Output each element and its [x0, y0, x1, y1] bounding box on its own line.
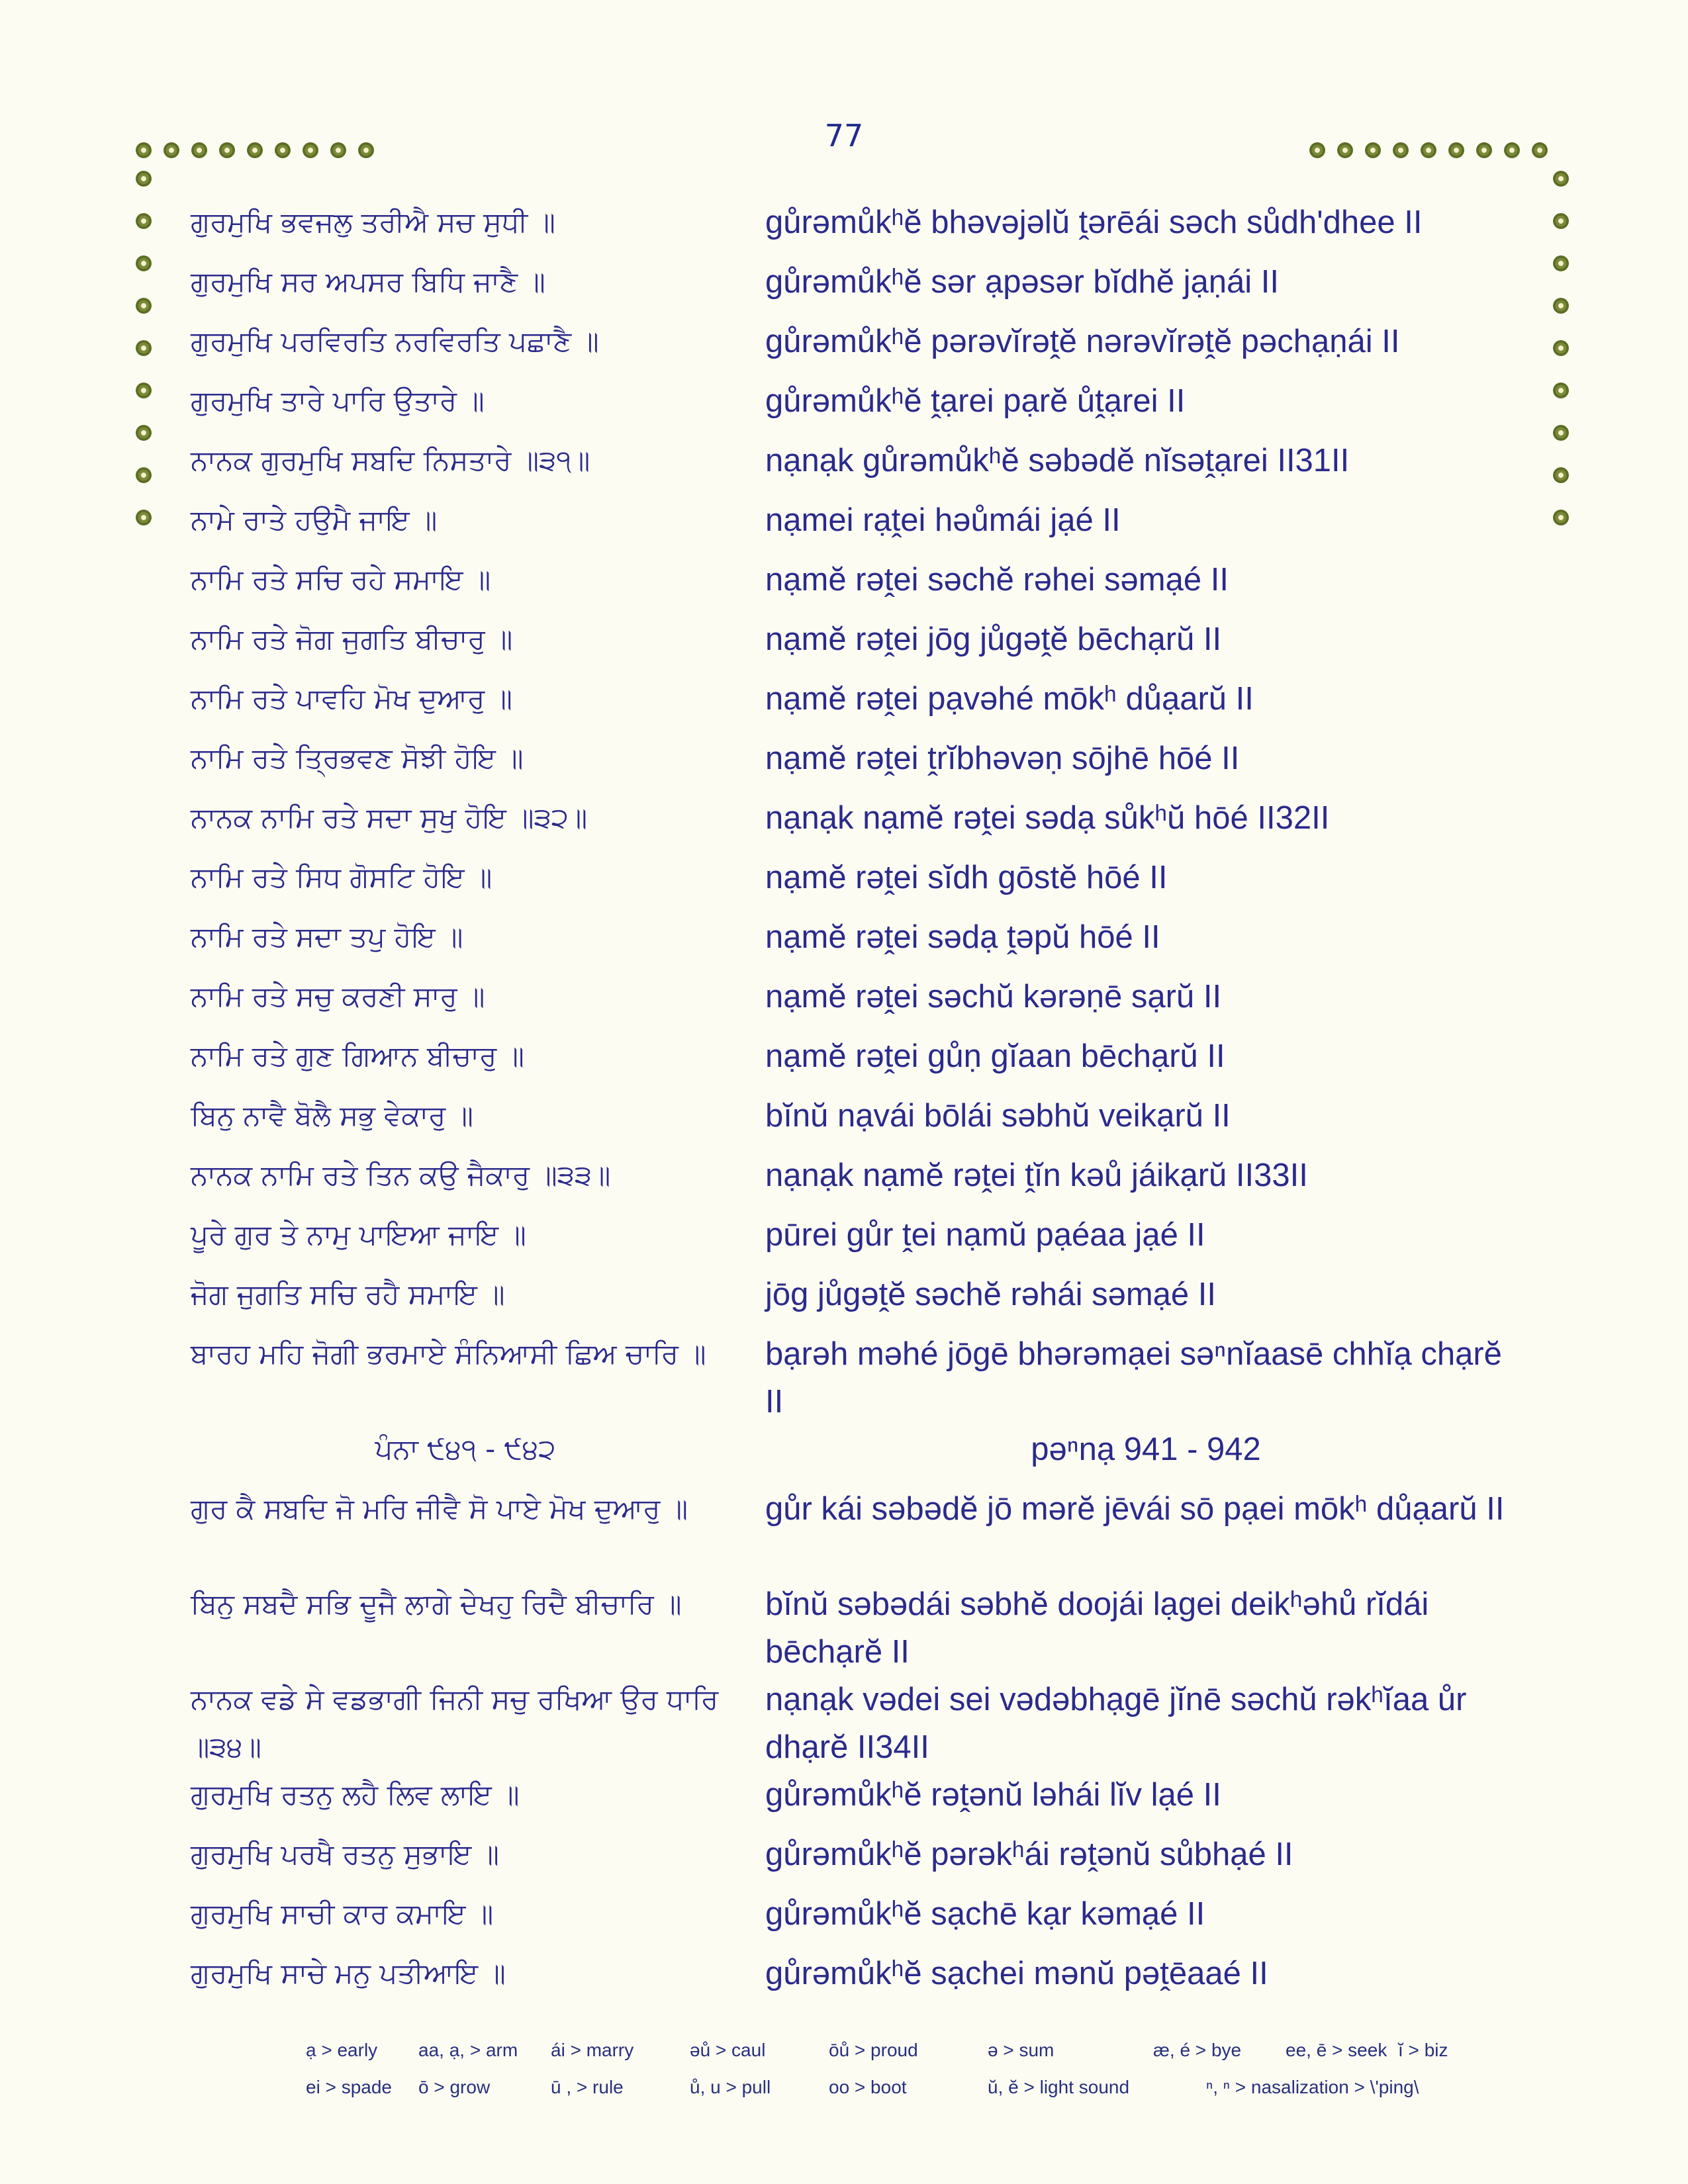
flower-ornament-icon [136, 467, 152, 483]
page-number: 77 [824, 118, 864, 154]
transliteration-line: jōg jůgəṱĕ səchĕ rəhái səmạé II [765, 1277, 1216, 1312]
transliteration-line: pūrei gůr ṱei nạmŭ pạéaa jạé II [765, 1217, 1205, 1253]
flower-ornament-icon [1553, 171, 1569, 187]
legend-item: æ, é > bye [1153, 2040, 1242, 2060]
gurmukhi-line: ਨਾਨਕ ਵਡੇ ਸੇ ਵਡਭਾਗੀ ਜਿਨੀ ਸਚੁ ਰਖਿਆ ਉਰ ਧਾਰਿ ॥੩੪॥ [191, 1683, 719, 1763]
transliteration-line: nạmei rạṱei həůmái jạé II [765, 502, 1121, 538]
flower-ornament-icon [275, 142, 291, 158]
flower-ornament-icon [1553, 213, 1569, 229]
gurmukhi-line: ਨਾਮਿ ਰਤੇ ਜੋਗ ਜੁਗਤਿ ਬੀਚਾਰੁ ॥ [191, 623, 513, 655]
gurmukhi-line: ਗੁਰਮੁਖਿ ਰਤਨੁ ਲਹੈ ਲਿਵ ਲਾਇ ॥ [191, 1778, 520, 1811]
flower-ornament-icon [1553, 340, 1569, 356]
legend-item: ee, ē > seek [1286, 2040, 1387, 2060]
flower-ornament-icon [303, 142, 318, 158]
flower-ornament-icon [136, 171, 152, 187]
gurmukhi-line: ਨਾਮਿ ਰਤੇ ਸਚਿ ਰਹੇ ਸਮਾਇ ॥ [191, 563, 491, 596]
page-range-gurmukhi: ਪੰਨਾ ੯੪੧ - ੯੪੨ [375, 1433, 556, 1465]
flower-ornament-icon [1309, 142, 1325, 158]
flower-ornament-icon [247, 142, 263, 158]
transliteration-line: nạmĕ rəṱei sədạ ṱəpŭ hōé II [765, 919, 1160, 955]
legend-item: ⁿ, ⁿ > nasalization > \'ping\ [1206, 2077, 1419, 2097]
transliteration-line: nạnạk nạmĕ rəṱei sədạ sůkʰŭ hōé II32II [765, 800, 1330, 836]
gurmukhi-line: ਨਾਮਿ ਰਤੇ ਪਾਵਹਿ ਮੋਖ ਦੁਆਰੁ ॥ [191, 682, 512, 715]
flower-ornament-icon [1504, 142, 1520, 158]
flower-ornament-icon [1337, 142, 1353, 158]
transliteration-line: gůrəmůkʰĕ bhəvəjəlŭ ṱərēái səch sůdh'dhee II [765, 205, 1423, 240]
transliteration-line: gůrəmůkʰĕ pərəkʰái rəṱənŭ sůbhạé II [765, 1837, 1293, 1872]
transliteration-line: gůrəmůkʰĕ pərəvĭrəṱĕ nərəvĭrəṱĕ pəchạṇái II [765, 324, 1400, 359]
gurmukhi-line: ਗੁਰਮੁਖਿ ਭਵਜਲੁ ਤਰੀਐ ਸਚ ਸੁਧੀ ॥ [191, 206, 555, 238]
gurmukhi-line: ਗੁਰਮੁਖਿ ਸਾਚੇ ਮਨੁ ਪਤੀਆਇ ॥ [191, 1957, 506, 1989]
gurmukhi-line: ਗੁਰਮੁਖਿ ਸਰ ਅਪਸਰ ਬਿਧਿ ਜਾਣੈ ॥ [191, 265, 545, 298]
flower-ornament-icon [1553, 298, 1569, 314]
transliteration-line: nạmĕ rəṱei jōg jůgəṱĕ bēchạrŭ II [765, 621, 1222, 657]
flower-ornament-icon [136, 142, 152, 158]
transliteration-line: nạnạk vədei sei vədəbhạgē jĭnē səchŭ rəkʰĭaa ůr dhạrĕ II34II [765, 1682, 1467, 1765]
flower-ornament-icon [136, 298, 152, 314]
flower-ornament-icon [1365, 142, 1381, 158]
transliteration-line: nạmĕ rəṱei səchŭ kərəṇē sạrŭ II [765, 979, 1222, 1015]
flower-ornament-icon [136, 213, 152, 229]
transliteration-line: gůrəmůkʰĕ sər ạpəsər bĭdhĕ jạṇái II [765, 264, 1280, 300]
flower-ornament-icon [1553, 383, 1569, 398]
flower-ornament-icon [1448, 142, 1464, 158]
gurmukhi-line: ਗੁਰਮੁਖਿ ਤਾਰੇ ਪਾਰਿ ਉਤਾਰੇ ॥ [191, 385, 485, 417]
legend-item: ĭ > biz [1398, 2040, 1448, 2060]
flower-ornament-icon [164, 142, 179, 158]
gurmukhi-line: ਬਿਨੁ ਸਬਦੈ ਸਭਿ ਦੂਜੈ ਲਾਗੇ ਦੇਖਹੁ ਰਿਦੈ ਬੀਚਾਰਿ ॥ [191, 1588, 682, 1620]
transliteration-line: nạmĕ rəṱei sĭdh gōstĕ hōé II [765, 860, 1168, 895]
legend-item: oo > boot [829, 2077, 907, 2097]
flower-ornament-icon [1553, 255, 1569, 271]
flower-ornament-icon [1553, 510, 1569, 525]
legend-item: ái > marry [551, 2040, 634, 2060]
legend-item: ō > grow [418, 2077, 491, 2097]
transliteration-line: gůrəmůkʰĕ sạchē kạr kəmạé II [765, 1896, 1205, 1932]
transliteration-line: nạnạk gůrəmůkʰĕ səbədĕ nĭsəṱạrei II31II [765, 443, 1350, 478]
flower-ornament-icon [1553, 425, 1569, 441]
flower-ornament-icon [1421, 142, 1436, 158]
flower-ornament-icon [219, 142, 235, 158]
gurmukhi-line: ਨਾਮਿ ਰਤੇ ਗੁਣ ਗਿਆਨ ਬੀਚਾਰੁ ॥ [191, 1040, 524, 1072]
legend-item: ū , > rule [551, 2077, 624, 2097]
gurmukhi-line: ਗੁਰ ਕੈ ਸਬਦਿ ਜੋ ਮਰਿ ਜੀਵੈ ਸੋ ਪਾਏ ਮੋਖ ਦੁਆਰੁ ॥ [191, 1492, 688, 1525]
gurmukhi-line: ਨਾਨਕ ਗੁਰਮੁਖਿ ਸਬਦਿ ਨਿਸਤਾਰੇ ॥੩੧॥ [191, 444, 590, 477]
flower-ornament-icon [1476, 142, 1492, 158]
transliteration-line: gůrəmůkʰĕ ṱạrei pạrĕ ůṱạrei II [765, 383, 1186, 419]
legend-item: əů > caul [690, 2040, 766, 2060]
flower-ornament-icon [358, 142, 374, 158]
gurmukhi-line: ਗੁਰਮੁਖਿ ਪਰਵਿਰਤਿ ਨਰਵਿਰਤਿ ਪਛਾਣੈ ॥ [191, 325, 599, 357]
gurmukhi-line: ਨਾਮਿ ਰਤੇ ਸਦਾ ਤਪੁ ਹੋਇ ॥ [191, 921, 463, 953]
transliteration-line: bạrəh məhé jōgē bhərəmạei səⁿnĭaasē chhĭạ chạrĕ II [765, 1336, 1502, 1420]
legend-item: ə > sum [988, 2040, 1055, 2060]
transliteration-line: nạnạk nạmĕ rəṱei ṱĭn kəů jáikạrŭ II33II [765, 1158, 1308, 1193]
transliteration-line: gůrəmůkʰĕ rəṱənŭ ləhái lĭv lạé II [765, 1777, 1221, 1813]
transliteration-line: nạmĕ rəṱei gůṇ gĭaan bēchạrŭ II [765, 1038, 1225, 1074]
legend-item: ōů > proud [829, 2040, 918, 2060]
transliteration-line: gůr kái səbədĕ jō mərĕ jēvái sō pạei mōkʰ důạarŭ II [765, 1491, 1505, 1527]
gurmukhi-line: ਨਾਨਕ ਨਾਮਿ ਰਤੇ ਸਦਾ ਸੁਖੁ ਹੋਇ ॥੩੨॥ [191, 801, 588, 834]
gurmukhi-line: ਗੁਰਮੁਖਿ ਸਾਚੀ ਕਾਰ ਕਮਾਇ ॥ [191, 1897, 494, 1930]
gurmukhi-line: ਨਾਨਕ ਨਾਮਿ ਰਤੇ ਤਿਨ ਕਉ ਜੈਕਾਰੁ ॥੩੩॥ [191, 1159, 611, 1191]
gurmukhi-line: ਬਾਰਹ ਮਹਿ ਜੋਗੀ ਭਰਮਾਏ ਸੰਨਿਆਸੀ ਛਿਅ ਚਾਰਿ ॥ [191, 1338, 706, 1370]
page-range-transliteration: pəⁿnạ 941 - 942 [1031, 1432, 1261, 1467]
transliteration-line: nạmĕ rəṱei səchĕ rəhei səmạé II [765, 562, 1229, 598]
flower-ornament-icon [330, 142, 346, 158]
gurmukhi-line: ਨਾਮਿ ਰਤੇ ਸਚੁ ਕਰਣੀ ਸਾਰੁ ॥ [191, 980, 485, 1013]
legend-item: ů, u > pull [690, 2077, 771, 2097]
gurmukhi-line: ਜੋਗ ਜੁਗਤਿ ਸਚਿ ਰਹੈ ਸਮਾਇ ॥ [191, 1278, 505, 1310]
transliteration-line: nạmĕ rəṱei pạvəhé mōkʰ důạarŭ II [765, 681, 1254, 717]
legend-item: ŭ, ĕ > light sound [988, 2077, 1130, 2097]
flower-ornament-icon [136, 383, 152, 398]
flower-ornament-icon [136, 340, 152, 356]
flower-ornament-icon [1393, 142, 1409, 158]
flower-ornament-icon [191, 142, 207, 158]
transliteration-line: bĭnŭ nạvái bōlái səbhŭ veikạrŭ II [765, 1098, 1231, 1134]
flower-ornament-icon [136, 510, 152, 525]
gurmukhi-line: ਨਾਮੇ ਰਾਤੇ ਹਉਮੈ ਜਾਇ ॥ [191, 504, 438, 536]
flower-ornament-icon [1553, 467, 1569, 483]
gurmukhi-line: ਪੂਰੇ ਗੁਰ ਤੇ ਨਾਮੁ ਪਾਇਆ ਜਾਇ ॥ [191, 1218, 526, 1251]
gurmukhi-line: ਨਾਮਿ ਰਤੇ ਤ੍ਰਿਭਵਣ ਸੋਝੀ ਹੋਇ ॥ [191, 742, 524, 774]
legend-item: ei > spade [306, 2077, 392, 2097]
legend-item: ạ > early [306, 2040, 378, 2060]
gurmukhi-line: ਬਿਨੁ ਨਾਵੈ ਬੋਲੈ ਸਭੁ ਵੇਕਾਰੁ ॥ [191, 1099, 473, 1132]
transliteration-line: nạmĕ rəṱei ṱrĭbhəvəṇ sōjhē hōé II [765, 741, 1240, 776]
flower-ornament-icon [1532, 142, 1548, 158]
transliteration-line: bĭnŭ səbədái səbhĕ doojái lạgei deikʰəhů rĭdái bēchạrĕ II [765, 1586, 1429, 1670]
flower-ornament-icon [136, 255, 152, 271]
flower-ornament-icon [136, 425, 152, 441]
gurmukhi-line: ਨਾਮਿ ਰਤੇ ਸਿਧ ਗੋਸਟਿ ਹੋਇ ॥ [191, 861, 492, 893]
gurmukhi-line: ਗੁਰਮੁਖਿ ਪਰਖੈ ਰਤਨੁ ਸੁਭਾਇ ॥ [191, 1838, 499, 1870]
legend-item: aa, ạ, > arm [418, 2040, 518, 2060]
transliteration-line: gůrəmůkʰĕ sạchei mənŭ pəṱēaaé II [765, 1956, 1268, 1991]
